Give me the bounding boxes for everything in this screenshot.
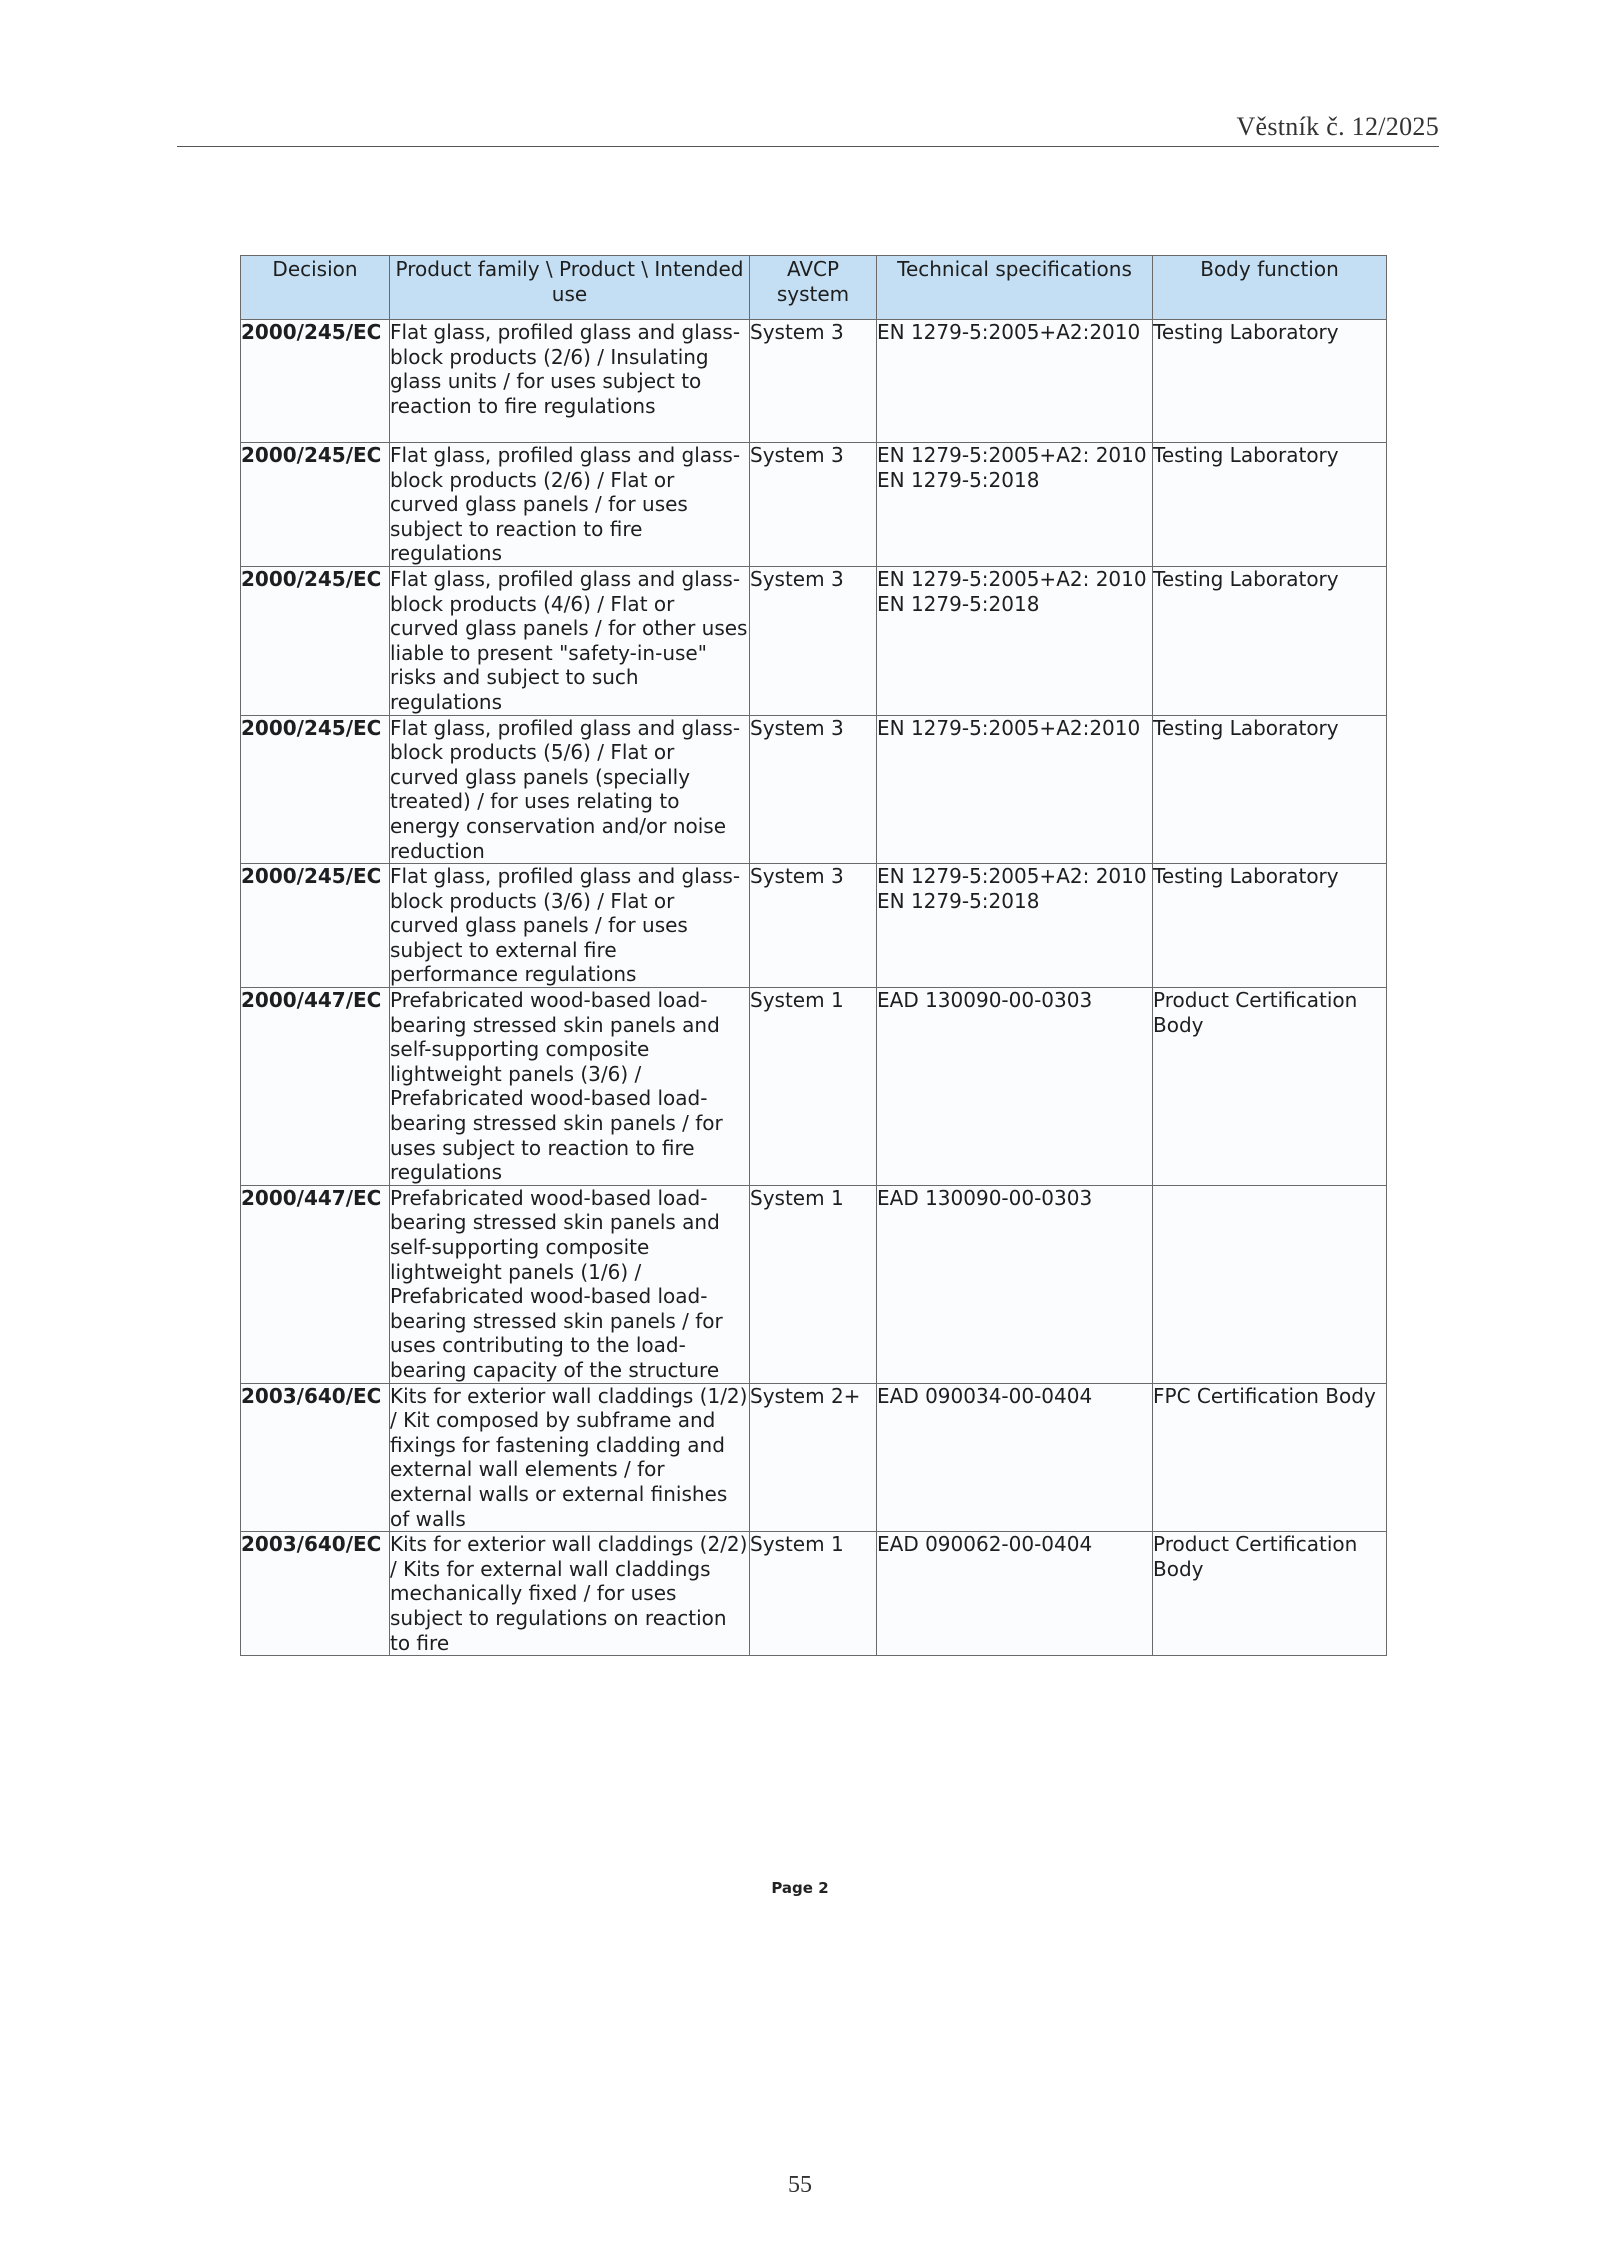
specs-cell <box>877 1383 1153 1532</box>
spec-line: EAD 130090-00-0303 <box>877 988 1093 1013</box>
avcp-cell: System 3 <box>750 443 877 567</box>
header-rule <box>177 146 1439 147</box>
body-function-cell: Testing Laboratory <box>1153 320 1387 443</box>
decision-cell: 2000/447/EC <box>241 1185 390 1383</box>
body-function-cell: Testing Laboratory <box>1153 443 1387 567</box>
body-function-cell: Testing Laboratory <box>1153 864 1387 988</box>
spec-line: EN 1279-5:2018 <box>877 591 1040 616</box>
column-header-product: Product family \ Product \ Intended use <box>390 256 750 320</box>
column-header-specs: Technical specifications <box>877 256 1153 320</box>
decision-cell: 2000/245/EC <box>241 566 390 715</box>
specs-cell <box>877 566 1153 715</box>
spec-line: EN 1279-5:2018 <box>877 467 1040 492</box>
product-cell: Flat glass, profiled glass and glass-block products (5/6) / Flat or curved glass panels (specially treated) / for uses relating to energy conservation and/or noise reduction <box>390 715 750 864</box>
avcp-cell: System 1 <box>750 1185 877 1383</box>
avcp-cell: System 3 <box>750 715 877 864</box>
column-header-decision: Decision <box>241 256 390 320</box>
body-function-cell: Testing Laboratory <box>1153 715 1387 864</box>
avcp-cell: System 1 <box>750 1532 877 1656</box>
table-row <box>241 715 1387 864</box>
specs-cell <box>877 1185 1153 1383</box>
spec-line: EN 1279-5:2005+A2: 2010 <box>877 864 1147 889</box>
spec-line: EN 1279-5:2005+A2: 2010 <box>877 443 1147 467</box>
table-row <box>241 320 1387 443</box>
spec-line: EN 1279-5:2005+A2:2010 <box>877 320 1141 344</box>
body-function-cell: Product Certification Body <box>1153 988 1387 1186</box>
table-row <box>241 566 1387 715</box>
spec-line: EN 1279-5:2005+A2:2010 <box>877 715 1141 740</box>
body-function-cell: Product Certification Body <box>1153 1532 1387 1656</box>
avcp-cell: System 3 <box>750 320 877 443</box>
column-header-body: Body function <box>1153 256 1387 320</box>
table-row <box>241 988 1387 1186</box>
decision-cell: 2000/245/EC <box>241 715 390 864</box>
table-row <box>241 1185 1387 1383</box>
specs-cell <box>877 320 1153 443</box>
spec-line: EAD 130090-00-0303 <box>877 1185 1093 1210</box>
specifications-table <box>240 255 1387 1656</box>
specs-cell <box>877 715 1153 864</box>
page-number: 55 <box>788 2172 812 2198</box>
body-function-cell: Testing Laboratory <box>1153 566 1387 715</box>
product-cell: Flat glass, profiled glass and glass-block products (4/6) / Flat or curved glass panels / for other uses liable to present "safety-in-use" risks and subject to such regulations <box>390 566 750 715</box>
header-row <box>241 256 1387 320</box>
specs-cell <box>877 988 1153 1186</box>
page-label: Page 2 <box>771 1879 829 1897</box>
avcp-cell: System 3 <box>750 864 877 988</box>
product-cell: Flat glass, profiled glass and glass-block products (3/6) / Flat or curved glass panels / for uses subject to external fire performance regulations <box>390 864 750 988</box>
specs-cell <box>877 1532 1153 1656</box>
spec-line: EN 1279-5:2005+A2: 2010 <box>877 566 1147 591</box>
spec-line: EAD 090062-00-0404 <box>877 1532 1093 1557</box>
spec-line: EAD 090034-00-0404 <box>877 1383 1093 1408</box>
table-row <box>241 443 1387 567</box>
avcp-cell: System 3 <box>750 566 877 715</box>
running-header: Věstník č. 12/2025 <box>1236 112 1439 141</box>
body-function-cell <box>1153 1185 1387 1383</box>
decision-cell: 2000/245/EC <box>241 320 390 443</box>
table-row <box>241 1383 1387 1532</box>
table-header <box>241 256 1387 320</box>
product-cell: Prefabricated wood-based load-bearing stressed skin panels and self-supporting composite lightweight panels (1/6) / Prefabricated wood-based load-bearing stressed skin panels / for uses contributing to the load-bearing capacity of the structure <box>390 1185 750 1383</box>
avcp-cell: System 1 <box>750 988 877 1186</box>
decision-cell: 2000/245/EC <box>241 864 390 988</box>
spec-line: EN 1279-5:2018 <box>877 888 1040 913</box>
product-cell: Kits for exterior wall claddings (1/2) / Kit composed by subframe and fixings for fastening cladding and external wall elements / for external walls or external finishes of walls <box>390 1383 750 1532</box>
product-cell: Flat glass, profiled glass and glass-block products (2/6) / Flat or curved glass panels / for uses subject to reaction to fire regulations <box>390 443 750 567</box>
table-row <box>241 864 1387 988</box>
product-cell: Prefabricated wood-based load-bearing stressed skin panels and self-supporting composite lightweight panels (3/6) / Prefabricated wood-based load-bearing stressed skin panels / for uses subject to reaction to fire regulations <box>390 988 750 1186</box>
decision-cell: 2000/447/EC <box>241 988 390 1186</box>
product-cell: Kits for exterior wall claddings (2/2) / Kits for external wall claddings mechanically fixed / for uses subject to regulations on reaction to fire <box>390 1532 750 1656</box>
decision-cell: 2003/640/EC <box>241 1532 390 1656</box>
decision-cell: 2003/640/EC <box>241 1383 390 1532</box>
specs-cell <box>877 443 1153 567</box>
column-header-avcp: AVCP system <box>750 256 877 320</box>
specs-cell <box>877 864 1153 988</box>
body-function-cell: FPC Certification Body <box>1153 1383 1387 1532</box>
table-body <box>241 320 1387 1656</box>
avcp-cell: System 2+ <box>750 1383 877 1532</box>
table-row <box>241 1532 1387 1656</box>
product-cell: Flat glass, profiled glass and glass-block products (2/6) / Insulating glass units / for uses subject to reaction to fire regulations <box>390 320 750 443</box>
decision-cell: 2000/245/EC <box>241 443 390 567</box>
